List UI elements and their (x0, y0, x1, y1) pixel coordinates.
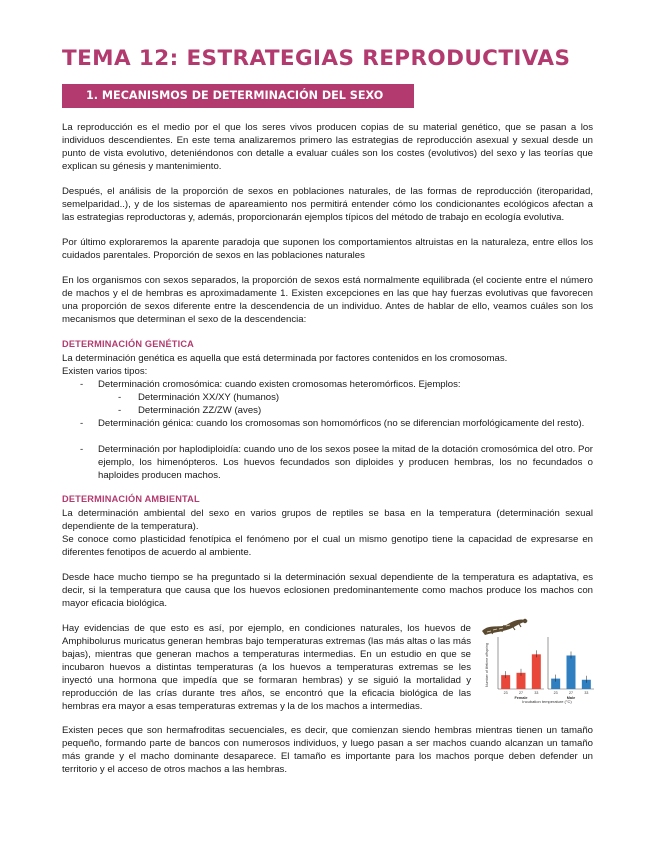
list-dash: - (80, 444, 84, 455)
offspring-bar-chart (478, 613, 596, 705)
sublist-item-xx-xy: Determinación XX/XY (humanos) (138, 392, 280, 403)
x-axis-label: Incubation temperature (°C) (522, 699, 572, 704)
sublist-item-zz-zw: Determinación ZZ/ZW (aves) (138, 405, 262, 416)
intro-paragraph-3: Por último exploraremos la aparente paradoja que suponen los comportamientos altruistas en la naturaleza, entre ellos los cuidados parentales. Proporción de sexos en las poblaciones naturales (62, 237, 593, 261)
series-label: Female (514, 696, 528, 700)
intro-paragraph-2: Después, el análisis de la proporción de sexos en poblaciones naturales, de las formas de reproducción (iteroparidad, semelparidad..), y de los sistemas de apareamiento nos permitirá entender cómo los condicionantes ecológicos afectan a las estrategias reproductoras y, además, proporcionarán ejemplos típicos del método de trabajo en ecología evolutiva. (62, 186, 593, 223)
list-item-chromosomal: Determinación cromosómica: cuando existen cromosomas heteromórficos. Ejemplos: (98, 379, 461, 390)
bar-female-33 (532, 654, 541, 689)
x-tick-label: 27 (519, 691, 523, 695)
section-heading-bar: 1. MECANISMOS DE DETERMINACIÓN DEL SEXO (62, 84, 414, 108)
intro-paragraph-4: En los organismos con sexos separados, la proporción de sexos está normalmente equilibrada (el cociente entre el número de machos y el de hembras es aproximadamente 1. Existen excepciones en las que hay fuerzas evolutivas que favorecen una proporción de sexos diferente entre la descendencia de un individuo. Antes de hablar de ello, veamos cuáles son los mecanismos que determinan el sexo de la descendencia: (62, 275, 593, 325)
x-tick-label: 23 (553, 691, 558, 695)
bar-male-27 (567, 655, 576, 689)
chart-plot-area (498, 637, 594, 700)
list-dash: - (80, 418, 84, 429)
lizard-illustration (482, 619, 528, 635)
intro-paragraph-1: La reproducción es el medio por el que los seres vivos producen copias de su material genético, que se pasan a los individuos descendientes. En este tema analizaremos primero las estrategias de reproducción asexual y sexual desde un punto de vista evolutivo, deteniéndonos con detalle a evaluar cuáles son los costes (evolutivos) del sexo y las teorías que explican su génesis y mantenimiento. (62, 122, 593, 172)
environmental-paragraph-1: La determinación ambiental del sexo en varios grupos de reptiles se basa en la temperatura (determinación sexual dependiente de la temperatura). (62, 508, 593, 532)
genetic-heading: DETERMINACIÓN GENÉTICA (62, 339, 195, 349)
page-title: TEMA 12: ESTRATEGIAS REPRODUCTIVAS (62, 46, 571, 71)
list-dash: - (80, 379, 84, 390)
genetic-definition: La determinación genética es aquella que está determinada por factores contenidos en los cromosomas. (62, 353, 508, 364)
x-tick-label: 33 (534, 691, 539, 695)
y-axis-label: Number of lifetime offspring (485, 643, 489, 687)
environmental-paragraph-3: Desde hace mucho tiempo se ha preguntado si la determinación sexual dependiente de la temperatura es adaptativa, es decir, si la temperatura que causa que los huevos eclosionen predominantemente como machos produce los machos con mayor eficacia biológica. (62, 572, 593, 609)
x-tick-label: 33 (584, 691, 589, 695)
x-tick-label: 27 (569, 691, 573, 695)
environmental-paragraph-2: Se conoce como plasticidad fenotípica el fenómeno por el cual un mismo genotipo tiene la capacidad de expresarse en diferentes fenotipos de acuerdo al ambiente. (62, 534, 593, 558)
sublist-dash: - (118, 392, 122, 403)
environmental-paragraph-5: Existen peces que son hermafroditas secuenciales, es decir, que comienzan siendo hembras mientras tienen un tamaño pequeño, formando parte de bancos con numerosos individuos, y luego pasan a ser machos cuando alcanzan un tamaño más grande y el macho dominante desaparece. El tamaño es importante para los machos porque deben defender un territorio y el acceso de otros machos a las hembras. (62, 725, 593, 775)
environmental-heading: DETERMINACIÓN AMBIENTAL (62, 494, 200, 504)
genetic-types-intro: Existen varios tipos: (62, 366, 148, 377)
list-item-genic: Determinación génica: cuando los cromosomas son homomórficos (no se diferencian morfológicamente del resto). (98, 418, 585, 429)
list-item-haplodiploidy: Determinación por haplodiploidía: cuando uno de los sexos posee la mitad de la dotación cromosómica del otro. Por ejemplo, los himenópteros. Los huevos fecundados son diploides y producen hembras, los no fecundados o haploides producen machos. (98, 444, 593, 481)
sublist-dash: - (118, 405, 122, 416)
series-label: Male (566, 696, 576, 700)
lizard-figure (478, 613, 596, 705)
x-tick-label: 23 (503, 691, 508, 695)
environmental-paragraph-4: Hay evidencias de que esto es así, por ejemplo, en condiciones naturales, los huevos de Amphibolurus muricatus generan hembras bajo temperaturas extremas (las más altas o las más bajas), mientras que generan machos a temperaturas intermedias. En un estudio en que se incubaron huevos a distintas temperaturas (a los huevos a temperaturas extremas se les inyectó una hormona que impedía que se formaran hembras) y se siguió la mortalidad y reproducción de las crías durante tres años, se encontró que la eficacia biológica de las hembras era mayor a esas temperaturas extremas y la de los machos a intermedias. (62, 623, 471, 712)
